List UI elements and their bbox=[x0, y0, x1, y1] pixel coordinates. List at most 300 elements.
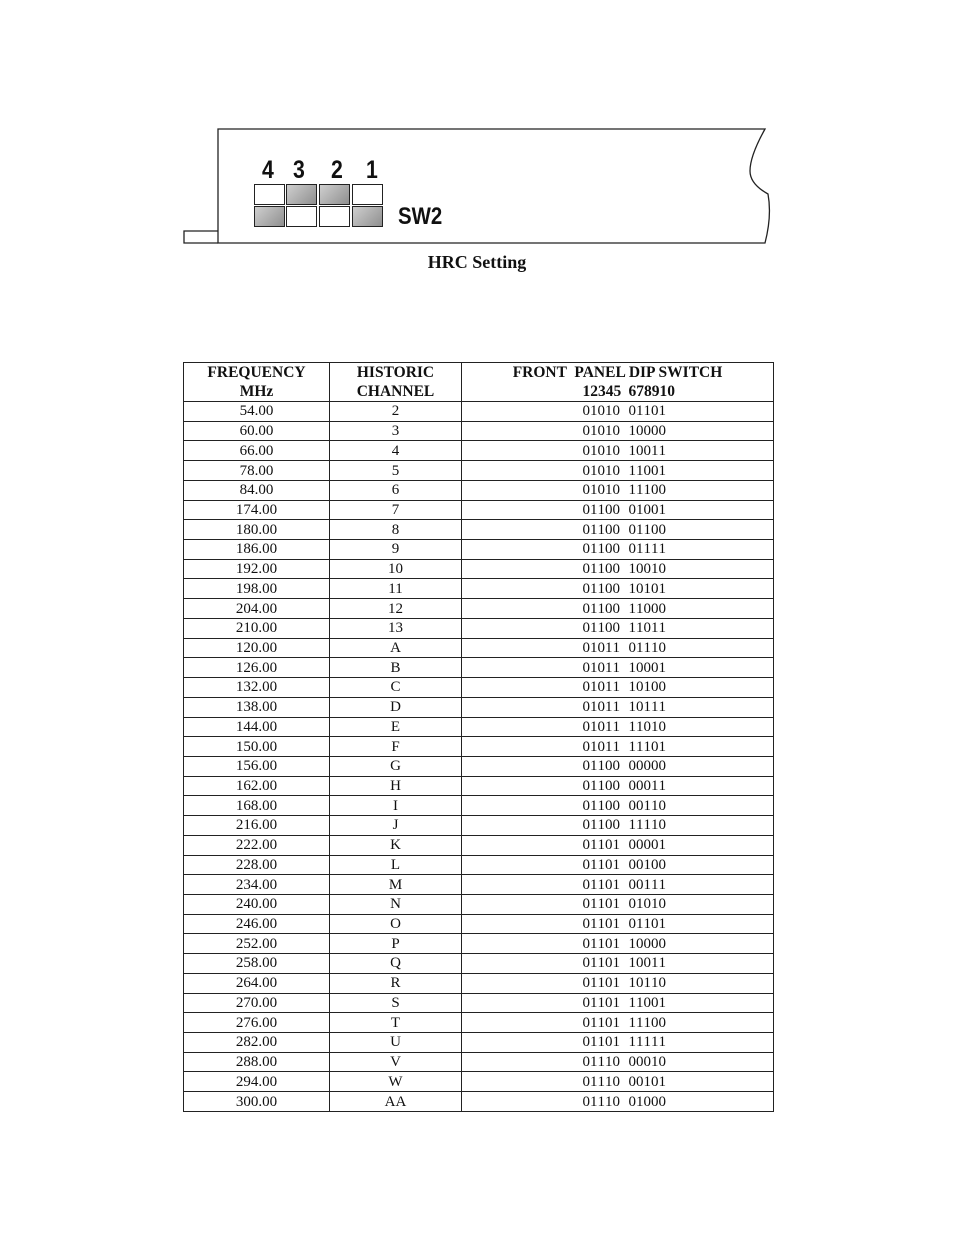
switch-bit: 1 bbox=[612, 916, 620, 933]
switch-bit: 1 bbox=[597, 896, 605, 913]
channel-cell: P bbox=[330, 934, 462, 954]
switch-bit: 1 bbox=[597, 837, 605, 854]
switch-bit: 1 bbox=[658, 778, 666, 795]
switch-bit: 0 bbox=[651, 462, 659, 479]
switch-bit: 0 bbox=[612, 620, 620, 637]
switch-bit: 0 bbox=[582, 896, 590, 913]
switch-bit: 1 bbox=[590, 1034, 598, 1051]
switch-bit: 0 bbox=[582, 837, 590, 854]
switch-bit: 1 bbox=[636, 639, 644, 656]
switch-bit: 1 bbox=[628, 1014, 636, 1031]
switch-bit: 0 bbox=[582, 718, 590, 735]
switch-bit: 1 bbox=[643, 1014, 651, 1031]
switch-bit: 0 bbox=[605, 856, 613, 873]
switch-bit: 0 bbox=[643, 935, 651, 952]
switch-bit: 0 bbox=[658, 1054, 666, 1071]
switch-bit: 1 bbox=[590, 837, 598, 854]
channel-cell: H bbox=[330, 776, 462, 796]
switch-bit: 0 bbox=[582, 778, 590, 795]
switch-bit: 1 bbox=[605, 482, 613, 499]
switch-bit: 0 bbox=[628, 758, 636, 775]
dip-switch-cell bbox=[462, 816, 774, 836]
switch-bit: 0 bbox=[628, 856, 636, 873]
switch-bit: 0 bbox=[651, 856, 659, 873]
table-row bbox=[184, 520, 774, 540]
switch-bit: 0 bbox=[636, 955, 644, 972]
switch-bit: 1 bbox=[590, 916, 598, 933]
switch-bit: 0 bbox=[597, 718, 605, 735]
switch-bit: 1 bbox=[636, 521, 644, 538]
switch-bit: 1 bbox=[636, 620, 644, 637]
switch-bit: 0 bbox=[658, 935, 666, 952]
dip-switch-cell bbox=[462, 461, 774, 481]
table-row bbox=[184, 559, 774, 579]
switch-bit: 1 bbox=[590, 541, 598, 558]
switch-bit: 0 bbox=[605, 620, 613, 637]
switch-bit: 0 bbox=[582, 1073, 590, 1090]
switch-bit: 1 bbox=[643, 521, 651, 538]
switch-bit: 1 bbox=[628, 994, 636, 1011]
switch-bit: 0 bbox=[582, 1093, 590, 1110]
switch-bit: 1 bbox=[590, 738, 598, 755]
switch-bit: 0 bbox=[597, 679, 605, 696]
table-row bbox=[184, 1072, 774, 1092]
switch-cell bbox=[254, 206, 285, 227]
channel-cell: 8 bbox=[330, 520, 462, 540]
dip-switch-cell bbox=[462, 638, 774, 658]
switch-cell bbox=[352, 184, 383, 205]
switch-bit: 1 bbox=[597, 1093, 605, 1110]
channel-cell: J bbox=[330, 816, 462, 836]
switch-bit: 0 bbox=[651, 423, 659, 440]
switch-bit: 1 bbox=[590, 699, 598, 716]
switch-bit: 0 bbox=[582, 1054, 590, 1071]
switch-bit: 0 bbox=[628, 639, 636, 656]
frequency-cell: 144.00 bbox=[184, 717, 330, 737]
channel-cell: 5 bbox=[330, 461, 462, 481]
switch-bit: 0 bbox=[643, 1093, 651, 1110]
dip-switch-cell bbox=[462, 796, 774, 816]
switch-bit: 1 bbox=[628, 561, 636, 578]
switch-bit: 1 bbox=[643, 975, 651, 992]
frequency-cell: 264.00 bbox=[184, 973, 330, 993]
switch-bit: 0 bbox=[636, 758, 644, 775]
switch-bit: 0 bbox=[628, 403, 636, 420]
switch-bit: 0 bbox=[636, 935, 644, 952]
switch-bit: 0 bbox=[612, 423, 620, 440]
switch-bit: 0 bbox=[651, 580, 659, 597]
switch-bit: 0 bbox=[628, 778, 636, 795]
switch-bit: 1 bbox=[597, 1073, 605, 1090]
channel-cell: S bbox=[330, 993, 462, 1013]
frequency-cell: 300.00 bbox=[184, 1092, 330, 1112]
channel-cell: C bbox=[330, 678, 462, 698]
switch-bit: 1 bbox=[605, 1073, 613, 1090]
switch-bit: 1 bbox=[605, 639, 613, 656]
switch-bit: 0 bbox=[605, 817, 613, 834]
switch-bit: 1 bbox=[612, 994, 620, 1011]
dip-switch-cell bbox=[462, 934, 774, 954]
channel-cell: 9 bbox=[330, 540, 462, 560]
dip-switch-cell bbox=[462, 697, 774, 717]
switch-bit: 1 bbox=[597, 876, 605, 893]
switch-bit: 0 bbox=[628, 521, 636, 538]
switch-bit: 0 bbox=[651, 1073, 659, 1090]
switch-bit: 1 bbox=[612, 896, 620, 913]
switch-bit: 0 bbox=[597, 659, 605, 676]
switch-bit: 0 bbox=[658, 639, 666, 656]
switch-bit: 1 bbox=[628, 975, 636, 992]
switch-bit: 1 bbox=[643, 403, 651, 420]
historic-header: HISTORIC bbox=[330, 363, 462, 383]
switch-bit: 1 bbox=[636, 896, 644, 913]
frequency-cell: 150.00 bbox=[184, 737, 330, 757]
switch-bit: 0 bbox=[658, 718, 666, 735]
switch-bit: 1 bbox=[658, 1073, 666, 1090]
switch-bit: 1 bbox=[590, 600, 598, 617]
channel-cell: 11 bbox=[330, 579, 462, 599]
switch-bit: 1 bbox=[597, 817, 605, 834]
dip-switch-cell bbox=[462, 658, 774, 678]
switch-bit: 1 bbox=[605, 1054, 613, 1071]
frequency-cell: 234.00 bbox=[184, 875, 330, 895]
frequency-header: FREQUENCY bbox=[184, 363, 330, 383]
frequency-cell: 132.00 bbox=[184, 678, 330, 698]
switch-bit: 1 bbox=[651, 620, 659, 637]
switch-bit: 1 bbox=[651, 1034, 659, 1051]
dip-switch-cell bbox=[462, 1092, 774, 1112]
channel-header: CHANNEL bbox=[330, 382, 462, 402]
table-row bbox=[184, 737, 774, 757]
switch-bit: 0 bbox=[582, 462, 590, 479]
frequency-cell: 228.00 bbox=[184, 855, 330, 875]
frequency-cell: 78.00 bbox=[184, 461, 330, 481]
switch-number-header: 6 bbox=[628, 383, 637, 400]
switch-bit: 0 bbox=[651, 738, 659, 755]
switch-bit: 1 bbox=[597, 501, 605, 518]
switch-bit: 1 bbox=[643, 738, 651, 755]
switch-bit: 0 bbox=[605, 837, 613, 854]
switch-number-header: 7 bbox=[636, 383, 644, 400]
dip-switch-cell bbox=[462, 559, 774, 579]
switch-number-1: 1 bbox=[366, 156, 378, 184]
table-row bbox=[184, 402, 774, 422]
switch-bit: 0 bbox=[628, 837, 636, 854]
switch-bit: 0 bbox=[605, 994, 613, 1011]
switch-bit: 1 bbox=[658, 738, 666, 755]
switch-bit: 1 bbox=[612, 955, 620, 972]
switch-bit: 0 bbox=[651, 482, 659, 499]
switch-cell bbox=[254, 184, 285, 205]
table-row bbox=[184, 993, 774, 1013]
channel-cell: V bbox=[330, 1052, 462, 1072]
dip-switch-cell bbox=[462, 993, 774, 1013]
switch-bit: 1 bbox=[597, 975, 605, 992]
switch-bit: 1 bbox=[651, 876, 659, 893]
switch-bit: 0 bbox=[582, 1014, 590, 1031]
switch-bit: 0 bbox=[582, 758, 590, 775]
switch-bit: 0 bbox=[582, 856, 590, 873]
channel-cell: U bbox=[330, 1033, 462, 1053]
switch-bit: 1 bbox=[605, 442, 613, 459]
switch-bit: 1 bbox=[658, 442, 666, 459]
frequency-cell: 276.00 bbox=[184, 1013, 330, 1033]
dip-switch-cell bbox=[462, 1052, 774, 1072]
frequency-cell: 258.00 bbox=[184, 954, 330, 974]
table-row bbox=[184, 717, 774, 737]
frequency-cell: 222.00 bbox=[184, 835, 330, 855]
switch-bit: 1 bbox=[628, 580, 636, 597]
switch-bit: 1 bbox=[612, 876, 620, 893]
switch-bit: 0 bbox=[605, 876, 613, 893]
switch-bit: 1 bbox=[612, 856, 620, 873]
dip-switch-cell bbox=[462, 875, 774, 895]
switch-bit: 0 bbox=[605, 600, 613, 617]
switch-bit: 1 bbox=[651, 896, 659, 913]
channel-cell: M bbox=[330, 875, 462, 895]
switch-bit: 1 bbox=[590, 403, 598, 420]
switch-bit: 0 bbox=[658, 482, 666, 499]
switch-bit: 1 bbox=[597, 955, 605, 972]
switch-bit: 0 bbox=[658, 758, 666, 775]
switch-bit: 0 bbox=[651, 679, 659, 696]
switch-bit: 1 bbox=[643, 541, 651, 558]
switch-bit: 0 bbox=[636, 797, 644, 814]
frequency-cell: 240.00 bbox=[184, 894, 330, 914]
switch-bit: 0 bbox=[605, 541, 613, 558]
switch-bit: 1 bbox=[658, 1034, 666, 1051]
switch-bit: 1 bbox=[628, 817, 636, 834]
switch-bit: 1 bbox=[658, 955, 666, 972]
dip-switch-cell bbox=[462, 500, 774, 520]
switch-bit: 1 bbox=[628, 620, 636, 637]
switch-number-4: 4 bbox=[262, 156, 274, 184]
switch-bit: 1 bbox=[590, 1054, 598, 1071]
dip-switch-cell bbox=[462, 973, 774, 993]
switch-bit: 0 bbox=[612, 482, 620, 499]
switch-bit: 0 bbox=[643, 600, 651, 617]
switch-bit: 1 bbox=[658, 541, 666, 558]
switch-bit: 1 bbox=[612, 837, 620, 854]
switch-bit: 1 bbox=[651, 1054, 659, 1071]
switch-bit: 0 bbox=[643, 620, 651, 637]
switch-bit: 1 bbox=[605, 1093, 613, 1110]
switch-bit: 1 bbox=[597, 561, 605, 578]
switch-bit: 1 bbox=[597, 916, 605, 933]
switch-cell bbox=[286, 206, 317, 227]
table-row bbox=[184, 776, 774, 796]
switch-bit: 1 bbox=[597, 935, 605, 952]
switch-bit: 1 bbox=[612, 935, 620, 952]
table-row bbox=[184, 875, 774, 895]
switch-bit: 0 bbox=[605, 521, 613, 538]
switch-bit: 0 bbox=[636, 561, 644, 578]
switch-bit: 1 bbox=[636, 1034, 644, 1051]
switch-bit: 1 bbox=[597, 1034, 605, 1051]
switch-number-header: 5 bbox=[613, 383, 622, 400]
switch-bit: 1 bbox=[597, 600, 605, 617]
switch-bit: 1 bbox=[590, 856, 598, 873]
switch-bit: 0 bbox=[612, 462, 620, 479]
frequency-cell: 270.00 bbox=[184, 993, 330, 1013]
switch-bit: 1 bbox=[628, 699, 636, 716]
switch-bit: 1 bbox=[605, 699, 613, 716]
switch-bit: 1 bbox=[643, 482, 651, 499]
switch-bit: 0 bbox=[636, 1054, 644, 1071]
switch-bit: 0 bbox=[643, 758, 651, 775]
switch-bit: 0 bbox=[605, 935, 613, 952]
switch-bit: 0 bbox=[582, 1034, 590, 1051]
switch-bit: 0 bbox=[651, 758, 659, 775]
switch-bit: 1 bbox=[651, 817, 659, 834]
switch-bit: 0 bbox=[582, 955, 590, 972]
switch-bit: 0 bbox=[582, 620, 590, 637]
switch-bit: 1 bbox=[643, 856, 651, 873]
channel-cell: F bbox=[330, 737, 462, 757]
switch-bit: 0 bbox=[612, 600, 620, 617]
switch-bit: 1 bbox=[628, 442, 636, 459]
switch-bit: 1 bbox=[643, 797, 651, 814]
table-row bbox=[184, 599, 774, 619]
switch-bit: 1 bbox=[636, 541, 644, 558]
table-row bbox=[184, 441, 774, 461]
switch-bit: 1 bbox=[590, 778, 598, 795]
switch-bit: 1 bbox=[651, 561, 659, 578]
switch-bit: 0 bbox=[612, 541, 620, 558]
switch-bit: 0 bbox=[612, 797, 620, 814]
switch-bit: 0 bbox=[658, 797, 666, 814]
switch-bit: 1 bbox=[612, 1034, 620, 1051]
frequency-cell: 84.00 bbox=[184, 480, 330, 500]
table-row bbox=[184, 638, 774, 658]
switch-bit: 1 bbox=[612, 699, 620, 716]
switch-bit: 1 bbox=[590, 935, 598, 952]
switch-bit: 0 bbox=[636, 659, 644, 676]
table-row bbox=[184, 894, 774, 914]
switch-bit: 0 bbox=[582, 521, 590, 538]
switch-bit: 0 bbox=[612, 403, 620, 420]
switch-bit: 1 bbox=[590, 1093, 598, 1110]
switch-bit: 1 bbox=[590, 1073, 598, 1090]
switch-bit: 1 bbox=[628, 935, 636, 952]
switch-bit: 1 bbox=[605, 679, 613, 696]
switch-bit: 0 bbox=[628, 896, 636, 913]
switch-bit: 1 bbox=[658, 620, 666, 637]
switch-bit: 0 bbox=[612, 501, 620, 518]
switch-bit: 0 bbox=[658, 975, 666, 992]
switch-bit: 0 bbox=[636, 778, 644, 795]
frequency-cell: 54.00 bbox=[184, 402, 330, 422]
switch-bit: 1 bbox=[651, 442, 659, 459]
frequency-cell: 198.00 bbox=[184, 579, 330, 599]
switch-bit: 0 bbox=[597, 442, 605, 459]
frequency-cell: 186.00 bbox=[184, 540, 330, 560]
table-row bbox=[184, 1033, 774, 1053]
switch-bit: 1 bbox=[628, 423, 636, 440]
frequency-cell: 204.00 bbox=[184, 599, 330, 619]
table-row bbox=[184, 816, 774, 836]
switch-bit: 1 bbox=[590, 423, 598, 440]
switch-bit: 0 bbox=[636, 679, 644, 696]
switch-bit: 0 bbox=[643, 1054, 651, 1071]
dip-switch-cell bbox=[462, 579, 774, 599]
channel-cell: Q bbox=[330, 954, 462, 974]
switch-bit: 0 bbox=[651, 994, 659, 1011]
switch-bit: 1 bbox=[636, 916, 644, 933]
switch-label: SW2 bbox=[398, 203, 443, 230]
switch-bit: 0 bbox=[651, 935, 659, 952]
channel-cell: A bbox=[330, 638, 462, 658]
switch-bit: 0 bbox=[658, 1093, 666, 1110]
switch-bit: 1 bbox=[590, 659, 598, 676]
dip-switch-cell bbox=[462, 914, 774, 934]
switch-bit: 0 bbox=[605, 1014, 613, 1031]
switch-bit: 1 bbox=[651, 955, 659, 972]
switch-bit: 0 bbox=[582, 403, 590, 420]
frequency-cell: 126.00 bbox=[184, 658, 330, 678]
table-row bbox=[184, 934, 774, 954]
frequency-unit-header: MHz bbox=[184, 382, 330, 402]
switch-cell bbox=[319, 206, 350, 227]
switch-bit: 0 bbox=[628, 1073, 636, 1090]
dip-switch-cell bbox=[462, 776, 774, 796]
switch-bit: 1 bbox=[636, 403, 644, 420]
channel-cell: R bbox=[330, 973, 462, 993]
switch-bit: 0 bbox=[605, 561, 613, 578]
switch-bit: 0 bbox=[628, 797, 636, 814]
switch-bit: 0 bbox=[651, 403, 659, 420]
dip-switch-cell bbox=[462, 717, 774, 737]
table-row bbox=[184, 954, 774, 974]
switch-bit: 0 bbox=[658, 856, 666, 873]
dip-switch-cell bbox=[462, 480, 774, 500]
switch-bit: 0 bbox=[597, 482, 605, 499]
switch-bit: 0 bbox=[651, 1093, 659, 1110]
switch-bit: 1 bbox=[605, 462, 613, 479]
switch-cell bbox=[319, 184, 350, 205]
switch-bit: 1 bbox=[643, 1034, 651, 1051]
switch-bit: 1 bbox=[590, 482, 598, 499]
frequency-cell: 294.00 bbox=[184, 1072, 330, 1092]
switch-bit: 1 bbox=[612, 1014, 620, 1031]
switch-bit: 1 bbox=[651, 541, 659, 558]
switch-number-header: 8 bbox=[644, 383, 652, 400]
switch-bit: 0 bbox=[605, 580, 613, 597]
dip-switch-cell bbox=[462, 1072, 774, 1092]
dip-switch-cell bbox=[462, 618, 774, 638]
switch-bit: 0 bbox=[643, 837, 651, 854]
switch-bit: 0 bbox=[582, 975, 590, 992]
switch-bit: 1 bbox=[605, 718, 613, 735]
channel-cell: E bbox=[330, 717, 462, 737]
switch-bit: 0 bbox=[628, 1093, 636, 1110]
channel-cell: 10 bbox=[330, 559, 462, 579]
switch-number-header: 10 bbox=[659, 383, 675, 400]
dip-switch-cell bbox=[462, 599, 774, 619]
switch-bit: 1 bbox=[636, 718, 644, 735]
switch-bit: 1 bbox=[612, 679, 620, 696]
dip-switch-cell bbox=[462, 441, 774, 461]
channel-cell: I bbox=[330, 796, 462, 816]
channel-cell: G bbox=[330, 756, 462, 776]
channel-cell: O bbox=[330, 914, 462, 934]
switch-bit: 1 bbox=[628, 738, 636, 755]
frequency-cell: 66.00 bbox=[184, 441, 330, 461]
switch-bit: 1 bbox=[636, 600, 644, 617]
switch-bit: 0 bbox=[658, 817, 666, 834]
table-row bbox=[184, 756, 774, 776]
channel-cell: 6 bbox=[330, 480, 462, 500]
